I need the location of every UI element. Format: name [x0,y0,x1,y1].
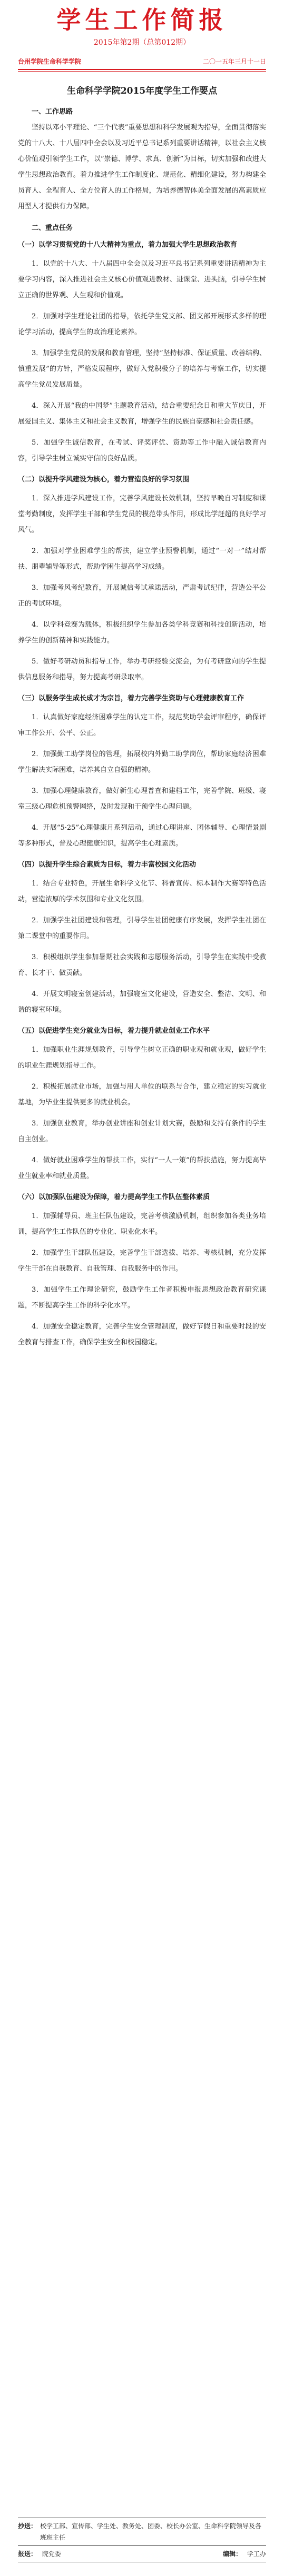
body-paragraph: 4．以学科竞赛为载体，积极组织学生参加各类学科竞赛和科技创新活动，培养学生的创新精神和实践能力。 [18,621,266,645]
body-paragraph: 坚持以邓小平理论、“三个代表”重要思想和科学发展观为指导，全面贯彻落实党的十八大、十八届四中全会以及习近平总书记系列重要讲话精神，以社会主义核心价值观引领学生工作，以“崇德、博学、求真、创新”为目标，切实加强和改进大学生思想政治教育。着力推进学生工作制度化、规范化、精细化建设，努力构建全员育人、全程育人、全方位育人的工作格局，为培养德智体美全面发展的高素质应用型人才提供有力保障。 [18,124,266,210]
body-paragraph: 1．结合专业特色，开展生命科学文化节、科普宣传、标本制作大赛等特色活动，营造浓厚的学术氛围和专业文化氛围。 [18,880,266,903]
red-divider-thin [18,71,266,72]
masthead [18,0,266,72]
bulletin-title: 学生工作简报 [56,6,228,34]
cc-label: 抄送： [18,2522,37,2530]
body-paragraph: 4．深入开展“我的中国梦”主题教育活动，结合重要纪念日和重大节庆日，开展爱国主义、集体主义和社会主义教育，增强学生的民族自豪感和社会责任感。 [18,402,266,426]
sender-group [18,2548,61,2560]
body-paragraph: 1．以党的十八大、十八届四中全会以及习近平总书记系列重要讲话精神为主要学习内容，深入推进社会主义核心价值观进教材、进课堂、进头脑，引导学生树立正确的世界观、人生观和价值观。 [18,260,266,299]
body-paragraph: 1．深入推进学风建设工作，完善学风建设长效机制，坚持早晚自习制度和课堂考勤制度，发挥学生干部和学生党员的模范带头作用，形成比学赶超的良好学习风气。 [18,495,266,534]
subsection-heading: （五）以促进学生充分就业为目标，着力提升就业创业工作水平 [18,1027,210,1035]
section-heading: 一、工作思路 [32,108,73,116]
body-paragraph: 4．开展“5·25”心理健康月系列活动，通过心理讲座、团体辅导、心理情景剧等多种形式，普及心理健康知识，提高学生心理素质。 [18,824,266,848]
document-body [18,106,266,1351]
issue-number: 2015年第2期（总第012期） [93,38,191,47]
cc-recipients: 校学工部、宣传部、学生处、教务处、团委、校长办公室、生命科学院领导及各班班主任 [40,2522,262,2541]
body-paragraph: 2．积极拓展就业市场，加强与用人单位的联系与合作，建立稳定的实习就业基地，为毕业生提供更多的就业机会。 [18,1083,266,1106]
editor-group [223,2548,266,2560]
body-paragraph: 5．加强学生诚信教育，在考试、评奖评优、资助等工作中融入诚信教育内容，引导学生树立诚实守信的良好品质。 [18,439,266,462]
subsection-heading: （六）以加强队伍建设为保障，着力提高学生工作队伍整体素质 [18,1193,210,1201]
sender-label: 报送： [18,2550,37,2558]
body-paragraph: 1．认真做好家庭经济困难学生的认定工作，规范奖助学金评审程序，确保评审工作公开、公平、公正。 [18,713,266,737]
document-footer [18,2518,266,2562]
body-paragraph: 1．加强职业生涯规划教育，引导学生树立正确的职业观和就业观，做好学生的职业生涯规划指导工作。 [18,1046,266,1070]
body-paragraph: 4．加强安全稳定教育，完善学生安全管理制度，做好节假日和重要时段的安全教育与排查工作，确保学生安全和校园稳定。 [18,1323,266,1346]
publisher-org: 台州学院生命科学学院 [18,58,82,65]
body-paragraph: 3．加强学生工作理论研究，鼓励学生工作者积极申报思想政治教育研究课题，不断提高学生工作的科学化水平。 [18,1286,266,1310]
document-title: 生命科学学院2015年度学生工作要点 [66,86,218,96]
body-paragraph: 1．加强辅导员、班主任队伍建设，完善考核激励机制，组织参加各类业务培训，提高学生工作队伍的专业化、职业化水平。 [18,1212,266,1236]
body-paragraph: 2．加强学生干部队伍建设，完善学生干部选拔、培养、考核机制，充分发挥学生干部在自我教育、自我管理、自我服务中的作用。 [18,1249,266,1273]
cc-row [18,2518,266,2545]
body-paragraph: 3．加强考风考纪教育，开展诚信考试承诺活动，严肃考试纪律，营造公平公正的考试环境。 [18,584,266,608]
editor-value: 学工办 [247,2550,266,2558]
body-paragraph: 3．积极组织学生参加暑期社会实践和志愿服务活动，引导学生在实践中受教育、长才干、做贡献。 [18,953,266,977]
body-paragraph: 2．加强对学业困难学生的帮扶，建立学业预警机制，通过“一对一”结对帮扶、朋辈辅导等形式，帮助学困生提高学习成绩。 [18,547,266,571]
body-paragraph: 3．加强学生党员的发展和教育管理，坚持“坚持标准、保证质量、改善结构、慎重发展”的方针，严格发展程序，做好入党积极分子的培养与考察工作，切实提高学生党员发展质量。 [18,349,266,389]
sender-row [18,2546,266,2562]
subsection-heading: （四）以提升学生综合素质为目标，着力丰富校园文化活动 [18,861,197,869]
sender-value: 院党委 [42,2550,61,2558]
red-divider [18,69,266,70]
body-paragraph: 3．加强创业教育，举办创业讲座和创业计划大赛，鼓励和支持有条件的学生自主创业。 [18,1120,266,1143]
body-paragraph: 5．做好考研动员和指导工作，举办考研经验交流会，为有考研意向的学生提供信息服务和指导，努力提高考研录取率。 [18,658,266,681]
subsection-heading: （三）以服务学生成长成才为宗旨，着力完善学生资助与心理健康教育工作 [18,695,244,702]
publish-date: 二〇一五年三月十一日 [202,58,266,65]
body-paragraph: 4．开展文明寝室创建活动，加强寝室文化建设，营造安全、整洁、文明、和谐的寝室环境。 [18,990,266,1014]
body-paragraph: 2．加强勤工助学岗位的管理，拓展校内外勤工助学岗位，帮助家庭经济困难学生解决实际困难，培养其自立自强的精神。 [18,750,266,774]
body-paragraph: 2．加强对学生理论社团的指导，依托学生党支部、团支部开展形式多样的理论学习活动，提高学生的政治理论素养。 [18,313,266,336]
body-paragraph: 3．加强心理健康教育，做好新生心理普查和建档工作，完善学院、班级、寝室三级心理危机预警网络，及时发现和干预学生心理问题。 [18,787,266,811]
body-paragraph: 4．做好就业困难学生的帮扶工作，实行“一人一策”的帮扶措施，努力提高毕业生就业率和就业质量。 [18,1156,266,1180]
subsection-heading: （二）以提升学风建设为核心，着力营造良好的学习氛围 [18,476,190,484]
section-heading: 二、重点任务 [32,224,73,232]
editor-label: 编辑： [223,2550,242,2558]
body-paragraph: 2．加强学生社团建设和管理，引导学生社团健康有序发展，发挥学生社团在第二课堂中的重要作用。 [18,917,266,940]
subsection-heading: （一）以学习贯彻党的十八大精神为重点，着力加强大学生思想政治教育 [18,241,238,249]
masthead-meta [18,57,266,66]
